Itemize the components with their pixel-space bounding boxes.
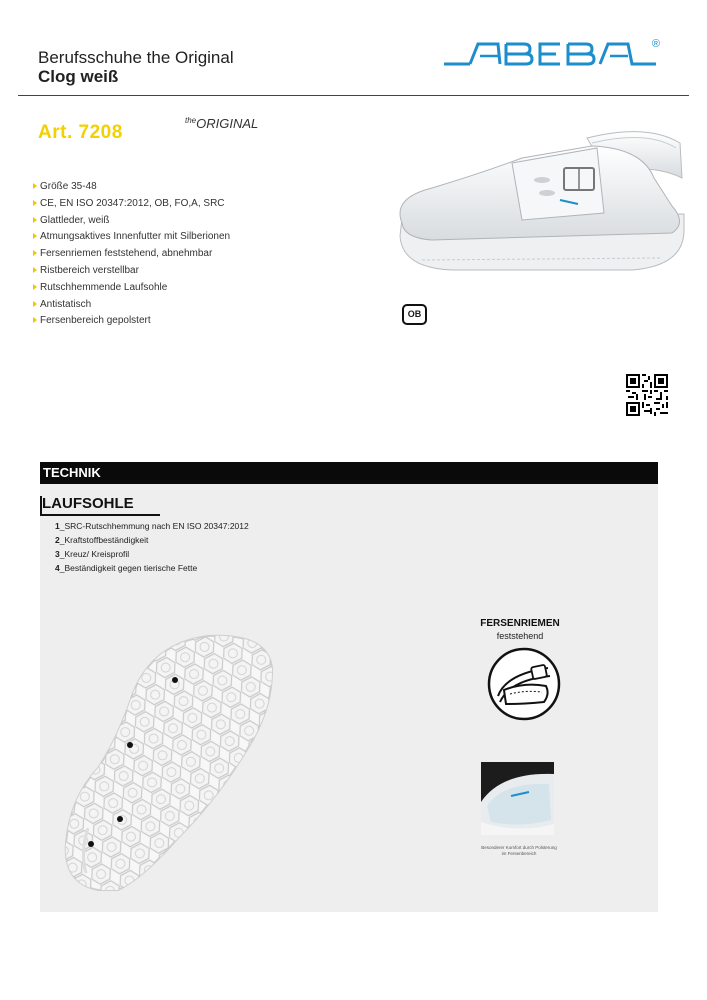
header-divider xyxy=(18,95,689,96)
outsole-image xyxy=(58,628,286,898)
clog-product-image xyxy=(392,118,692,278)
feature-item: Glattleder, weiß xyxy=(33,212,230,229)
heel-padding-photo xyxy=(481,762,554,835)
sole-feature-number: 1 xyxy=(55,521,60,531)
heel-strap-icon xyxy=(486,646,562,722)
sole-feature-item xyxy=(55,561,249,575)
sole-feature-text: _SRC-Rutschhemmung nach EN ISO 20347:2012 xyxy=(59,521,249,531)
product-line-name: ORIGINAL xyxy=(196,116,259,131)
feature-item: Ristbereich verstellbar xyxy=(33,262,230,279)
technik-heading: TECHNIK xyxy=(43,465,101,480)
laufsohle-underline xyxy=(40,514,160,516)
article-number: Art. 7208 xyxy=(38,122,123,143)
heel-padding-caption: Besonderer Komfort durch Polsterung im Fersenbereich xyxy=(481,845,557,856)
sole-feature-number: 4 xyxy=(55,563,60,573)
document-subtitle: Clog weiß xyxy=(38,67,119,86)
product-line-prefix: the xyxy=(185,116,197,125)
feature-item: Atmungsaktives Innenfutter mit Silberionen xyxy=(33,228,230,245)
sole-feature-number: 3 xyxy=(55,549,60,559)
registered-mark: ® xyxy=(651,38,660,50)
sole-feature-number: 2 xyxy=(55,535,60,545)
qr-code xyxy=(626,374,668,416)
feature-item: Größe 35-48 xyxy=(33,178,230,195)
feature-item: CE, EN ISO 20347:2012, OB, FO,A, SRC xyxy=(33,195,230,212)
ob-safety-badge: OB xyxy=(402,304,427,325)
sole-feature-item xyxy=(55,547,249,561)
feature-item: Fersenbereich gepolstert xyxy=(33,312,230,329)
product-line-logo xyxy=(185,116,258,131)
sole-feature-text: _Beständigkeit gegen tierische Fette xyxy=(59,563,198,573)
fersenriemen-title: FERSENRIEMEN xyxy=(480,618,560,629)
document-title: Berufsschuhe the Original xyxy=(38,48,234,67)
abeba-logo-graphic xyxy=(440,36,660,76)
fersenriemen-subtitle: feststehend xyxy=(496,631,544,641)
abeba-logo xyxy=(440,36,660,76)
sole-feature-item xyxy=(55,519,249,533)
feature-list xyxy=(33,178,230,329)
sole-feature-text: _Kraftstoffbeständigkeit xyxy=(59,535,149,545)
sole-feature-text: _Kreuz/ Kreisprofil xyxy=(59,549,130,559)
sole-feature-list xyxy=(55,519,249,575)
feature-item: Fersenriemen feststehend, abnehmbar xyxy=(33,245,230,262)
technik-header-bar xyxy=(40,462,658,484)
feature-item: Antistatisch xyxy=(33,296,230,313)
sole-feature-item xyxy=(55,533,249,547)
laufsohle-heading: LAUFSOHLE xyxy=(42,495,134,512)
feature-item: Rutschhemmende Laufsohle xyxy=(33,279,230,296)
